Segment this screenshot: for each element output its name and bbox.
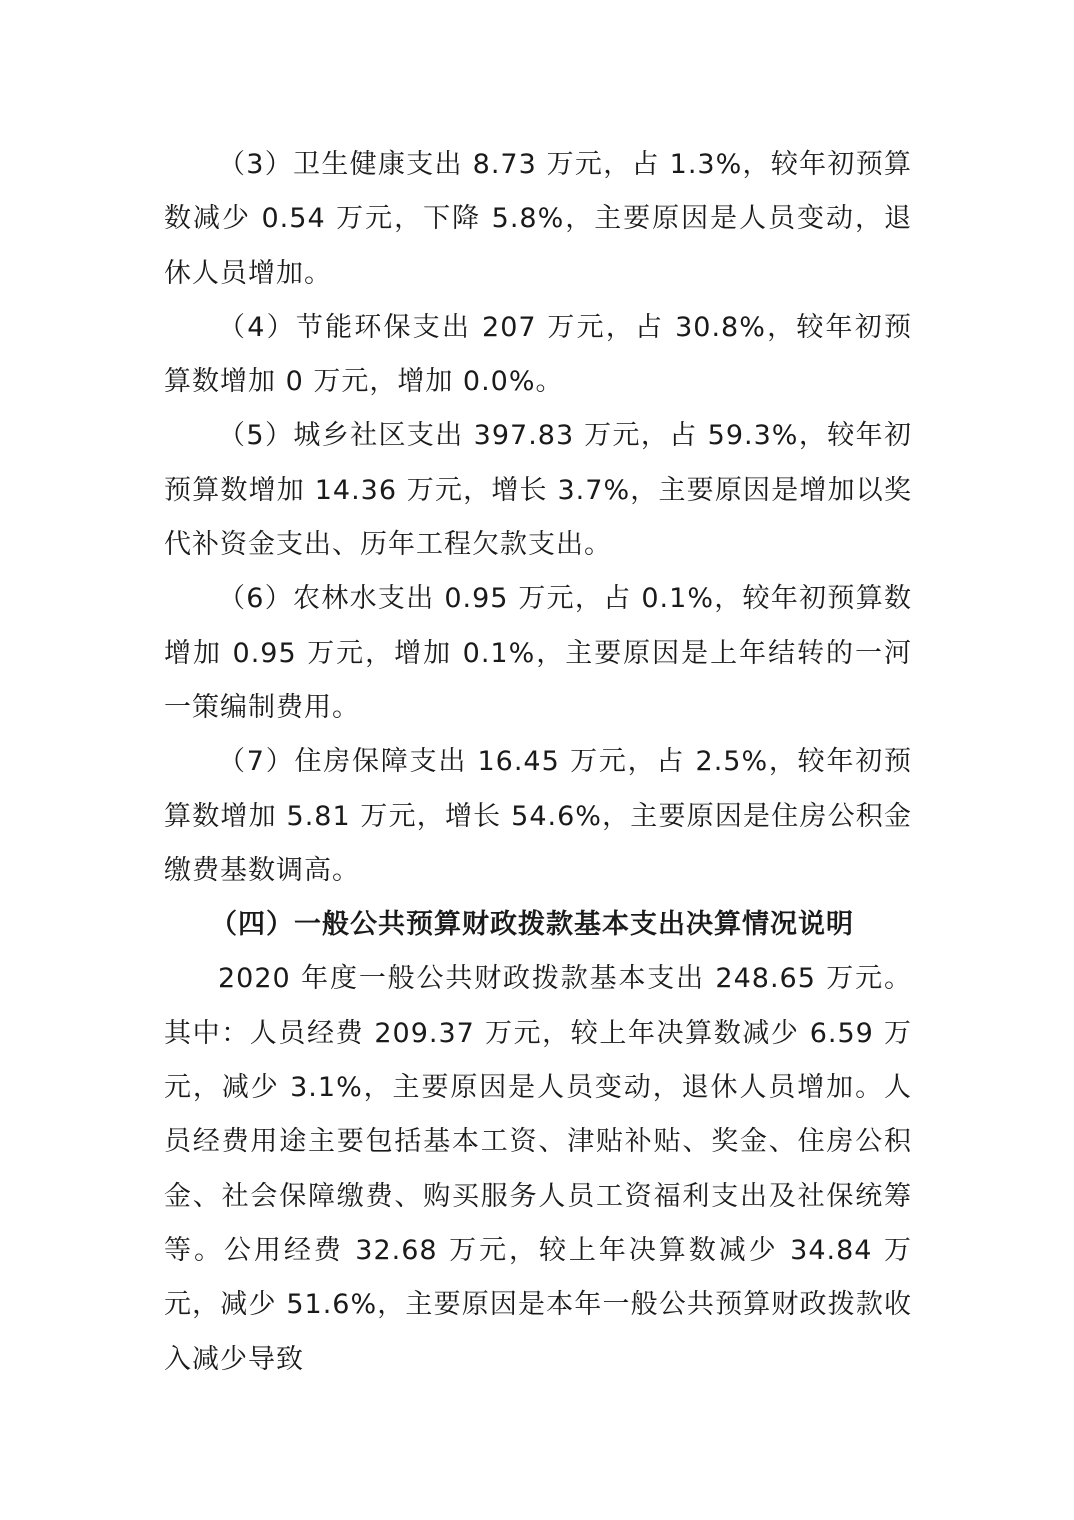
paragraph-urban-community-expenditure: （5）城乡社区支出 397.83 万元，占 59.3%，较年初预算数增加 14.36 万元，增长 3.7%，主要原因是增加以奖代补资金支出、历年工程欠款支出。 bbox=[164, 420, 912, 561]
paragraph-environment-expenditure: （4）节能环保支出 207 万元，占 30.8%，较年初预算数增加 0 万元，增加 0.0%。 bbox=[164, 311, 912, 398]
paragraph-health-expenditure: （3）卫生健康支出 8.73 万元，占 1.3%，较年初预算数减少 0.54 万元，下降 5.8%，主要原因是人员变动，退休人员增加。 bbox=[164, 149, 912, 289]
paragraph-basic-expenditure: 2020 年度一般公共财政拨款基本支出 248.65 万元。其中：人员经费 209.37 万元，较上年决算数减少 6.59 万元，减少 3.1%，主要原因是人员变动，退休人员增加。人员经费用途主要包括基本工资、津贴补贴、奖金、住房公积金、社会保障缴费、购买服务人员工资福利支出及社保统筹等。公用经费 32.68 万元，较上年决算数减少 34.84 万元，减少 51.6%，主要原因是本年一般公共预算财政拨款收入减少导致 bbox=[164, 963, 912, 1375]
paragraph-agriculture-expenditure: （6）农林水支出 0.95 万元，占 0.1%，较年初预算数增加 0.95 万元，增加 0.1%，主要原因是上年结转的一河一策编制费用。 bbox=[164, 583, 912, 723]
section-heading: （四）一般公共预算财政拨款基本支出决算情况说明 bbox=[210, 909, 854, 941]
document-body bbox=[164, 138, 912, 1387]
paragraph-housing-expenditure: （7）住房保障支出 16.45 万元，占 2.5%，较年初预算数增加 5.81 万元，增长 54.6%，主要原因是住房公积金缴费基数调高。 bbox=[164, 746, 912, 886]
